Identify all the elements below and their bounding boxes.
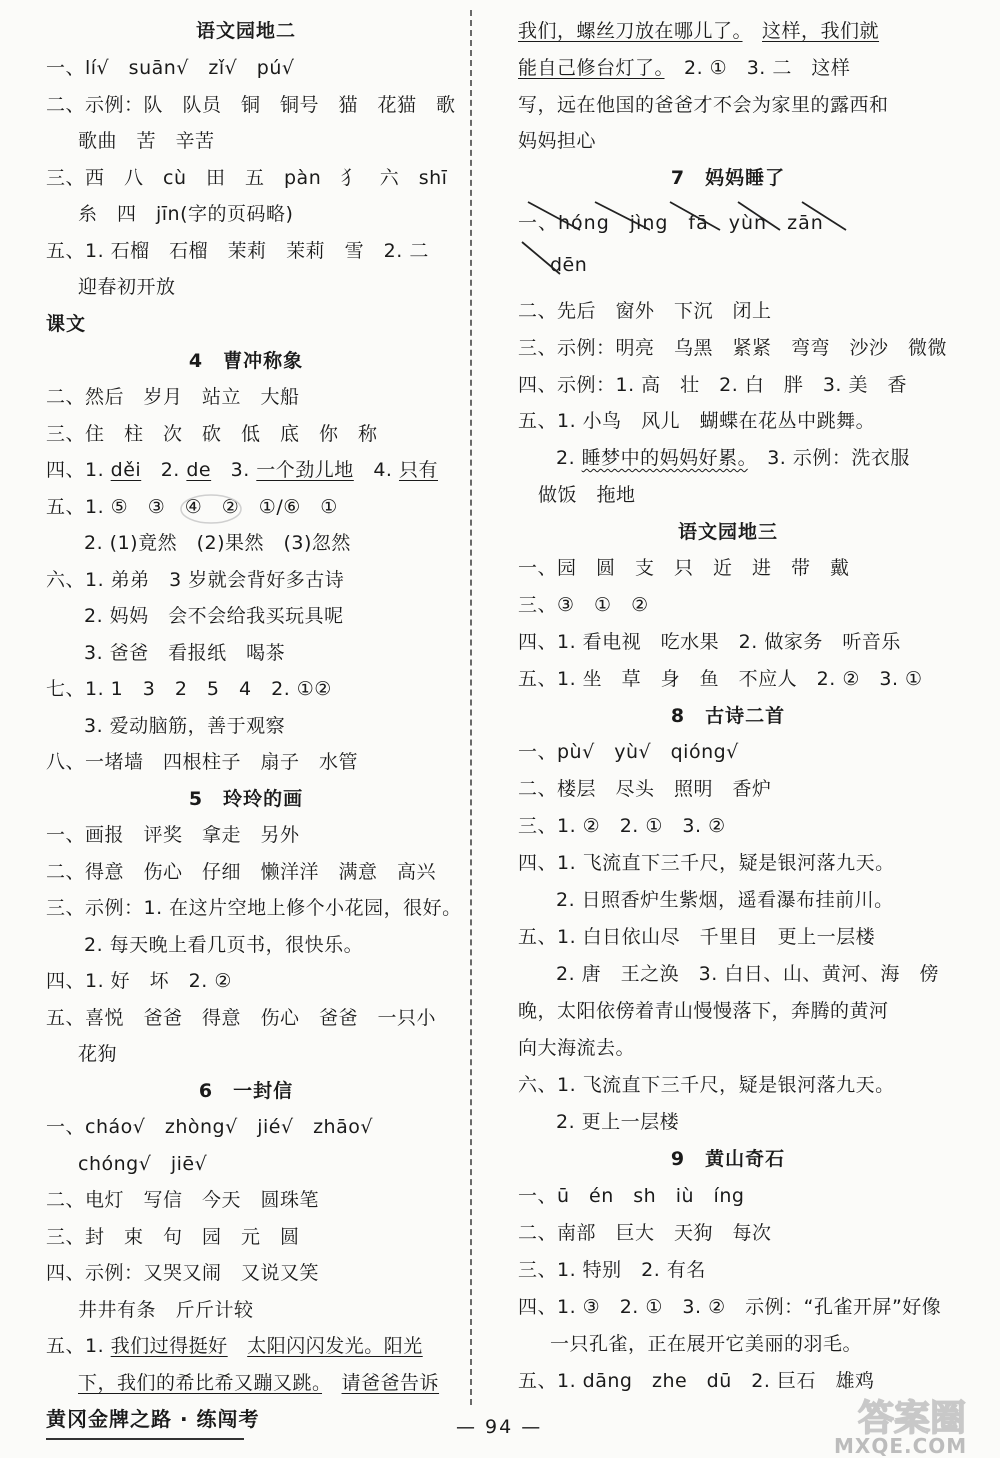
answer-line: 3. 爱动脑筋，善于观察 [84,715,286,737]
answer-line: 2. 妈妈 会不会给我买玩具呢 [84,605,344,627]
answer-line: chóng√ jiē√ [78,1153,208,1175]
underlined-answer: 这样，我们就 [762,20,880,42]
matching-lines-graphic [510,200,870,280]
answer-text [743,20,763,42]
underlined-answer: 我们过得挺好 [110,1335,228,1357]
answer-line: 二、得意 伤心 仔细 懒洋洋 满意 高兴 [46,861,437,883]
answer-text: 4. [353,459,399,481]
answer-line: 四、1. 飞流直下三千尺，疑是银河落九天。 [518,852,895,874]
answer-line: 2. (1)竟然 (2)果然 (3)忽然 [84,532,351,554]
underlined-answer: děi [110,459,142,481]
answer-line: 五、1. 白日依山尽 千里目 更上一层楼 [518,926,876,948]
answer-line: 六、1. 弟弟 3 岁就会背好多古诗 [46,569,345,591]
answer-line: 二、先后 窗外 下沉 闭上 [518,300,772,322]
section-title: 语文园地二 [195,20,296,42]
underlined-answer: 我们，螺丝刀放在哪儿了。 [518,20,743,42]
answer-line: 向大海流去。 [518,1037,636,1059]
match-line [522,242,560,274]
answer-line: 做饭 拖地 [538,484,636,506]
matching-answer-line: 一、hóng jìng fā yùn zān [518,212,824,234]
underlined-answer: de [186,459,212,481]
answer-line: 二、楼层 尽头 照明 香炉 [518,778,772,800]
answer-line: 歌曲 苦 辛苦 [78,130,215,152]
lesson-title: 9 黄山奇石 [670,1148,786,1170]
answer-line: 一、cháo√ zhòng√ jié√ zhāo√ [46,1116,373,1138]
answer-line: 五、1. 石榴 石榴 茉莉 茉莉 雪 2. 二 [46,240,429,262]
answer-text: 2. [556,447,582,469]
answer-line: 七、1. 1 3 2 5 4 2. ①② [46,678,332,700]
matching-answer-line: dēn [550,254,588,276]
lesson-title: 4 曹冲称象 [188,350,304,372]
answer-text [322,1372,342,1394]
answer-line: 三、1. ② 2. ① 3. ② [518,815,726,837]
svg-text:答案圈: 答案圈 [857,1398,967,1439]
answer-text: 四、1. [46,459,111,481]
underlined-answer: 只有 [398,459,438,481]
answer-line: 四、1. 好 坏 2. ② [46,970,232,992]
column-divider [470,10,472,1405]
answer-line: 三、住 柱 次 砍 低 底 你 称 [46,423,378,445]
answer-line: 花狗 [78,1043,118,1065]
footer-rule [46,1438,244,1440]
answer-line: 2. 唐 王之涣 3. 白日、山、黄河、海 傍 [556,963,939,985]
answer-line: 四、示例：又哭又闹 又说又笑 [46,1262,320,1284]
answer-line: 迎春初开放 [78,276,176,298]
answer-line: 三、③ ① ② [518,594,649,616]
answer-text: 3. 示例：洗衣服 [747,447,910,469]
answer-line: 三、1. 特别 2. 有名 [518,1259,706,1281]
answer-line: 2. 更上一层楼 [556,1111,680,1133]
page-number: — 94 — [456,1416,543,1438]
answer-line: 一、ū én sh iù íng [518,1185,745,1207]
watermark-url: MXQE.COM [834,1434,968,1458]
section-title: 语文园地三 [677,521,778,543]
answer-line: 妈妈担心 [518,130,597,152]
wavy-underlined-answer: 睡梦中的妈妈好累。 [581,447,748,469]
answer-line: 糸 四 jīn(字的页码略) [78,203,294,225]
answer-line: 五、1. ⑤ ③ ④ ② ①/⑥ ① [46,496,338,518]
underlined-answer: 下，我们的希比希又蹦又跳。 [78,1372,323,1394]
answer-line: 2. 日照香炉生紫烟，遥看瀑布挂前川。 [556,889,894,911]
answer-line [518,443,910,473]
match-line [738,202,780,230]
match-line [528,202,580,230]
answer-text: 3. [211,459,257,481]
answer-line [518,53,850,83]
answer-line: 3. 爸爸 看报纸 喝茶 [84,642,286,664]
answer-line: 三、示例：明亮 乌黑 紧紧 弯弯 沙沙 微微 [518,337,948,359]
answer-line: 晚，太阳依傍着青山慢慢落下，奔腾的黄河 [518,1000,889,1022]
answer-line: 二、电灯 写信 今天 圆珠笔 [46,1189,320,1211]
match-line [670,202,720,230]
answer-line: 四、1. ③ 2. ① 3. ② 示例：“孔雀开屏”好像 [518,1296,942,1318]
answer-line: 二、然后 岁月 站立 大船 [46,386,300,408]
answer-line: 三、西 八 cù 田 五 pàn 犭 六 shī [46,167,448,189]
answer-line: 六、1. 飞流直下三千尺，疑是银河落九天。 [518,1074,895,1096]
answer-line: 2. 每天晚上看几页书，很快乐。 [84,934,364,956]
answer-line: 四、1. 看电视 吃水果 2. 做家务 听音乐 [518,631,901,653]
answer-line: 一、lí√ suān√ zǐ√ pú√ [46,57,295,79]
underlined-answer: 太阳闪闪发光。阳光 [247,1335,423,1357]
answer-text: 2. ① 3. 二 这样 [664,57,851,79]
lesson-title: 6 一封信 [198,1080,294,1102]
answer-text [228,1335,248,1357]
answer-text: 五、1. [46,1335,111,1357]
answer-line: 五、1. dāng zhe dū 2. 巨石 雄鸡 [518,1370,875,1392]
answer-line [518,16,879,46]
lesson-title: 7 妈妈睡了 [670,167,786,189]
answer-line: 一只孔雀，正在展开它美丽的羽毛。 [550,1333,863,1355]
answer-line: 五、1. 坐 草 身 鱼 不应人 2. ② 3. ① [518,668,923,690]
answer-line: 一、园 圆 支 只 近 进 带 戴 [518,557,850,579]
answer-line: 一、pù√ yù√ qióng√ [518,741,739,763]
underlined-answer: 能自己修台灯了。 [518,57,665,79]
match-line [802,202,846,230]
answer-line: 二、南部 巨大 天狗 每次 [518,1222,772,1244]
answer-line: 八、一堵墙 四根柱子 扇子 水管 [46,751,359,773]
section-heading: 课文 [46,313,87,335]
answer-line: 三、封 束 句 园 元 圆 [46,1226,300,1248]
footer-book-title: 黄冈金牌之路 · 练闯考 [46,1407,260,1431]
answer-line: 写，远在他国的爸爸才不会为家里的露西和 [518,94,889,116]
lesson-title: 5 玲玲的画 [188,788,304,810]
answer-line: 二、示例：队 队员 铜 铜号 猫 花猫 歌 [46,94,456,116]
answer-line [46,1331,423,1361]
answer-text: 2. [141,459,187,481]
answer-line: 一、画报 评奖 拿走 另外 [46,824,300,846]
lesson-title: 8 古诗二首 [670,705,786,727]
underlined-answer: 请爸爸告诉 [341,1372,440,1394]
answer-line: 五、喜悦 爸爸 得意 伤心 爸爸 一只小 [46,1007,437,1029]
watermark-logo-icon [832,1392,992,1440]
match-line [595,202,650,230]
answer-line [46,1368,439,1398]
answer-line: 三、示例：1. 在这片空地上修个小花园，很好。 [46,897,462,919]
faint-stamp-graphic [178,492,244,526]
answer-line: 四、示例：1. 高 壮 2. 白 胖 3. 美 香 [518,374,908,396]
answer-line: 五、1. 小鸟 风儿 蝴蝶在花丛中跳舞。 [518,410,876,432]
answer-line: 井井有条 斤斤计较 [78,1299,254,1321]
underlined-answer: 一个劲儿地 [256,459,354,481]
answer-line [46,455,438,485]
